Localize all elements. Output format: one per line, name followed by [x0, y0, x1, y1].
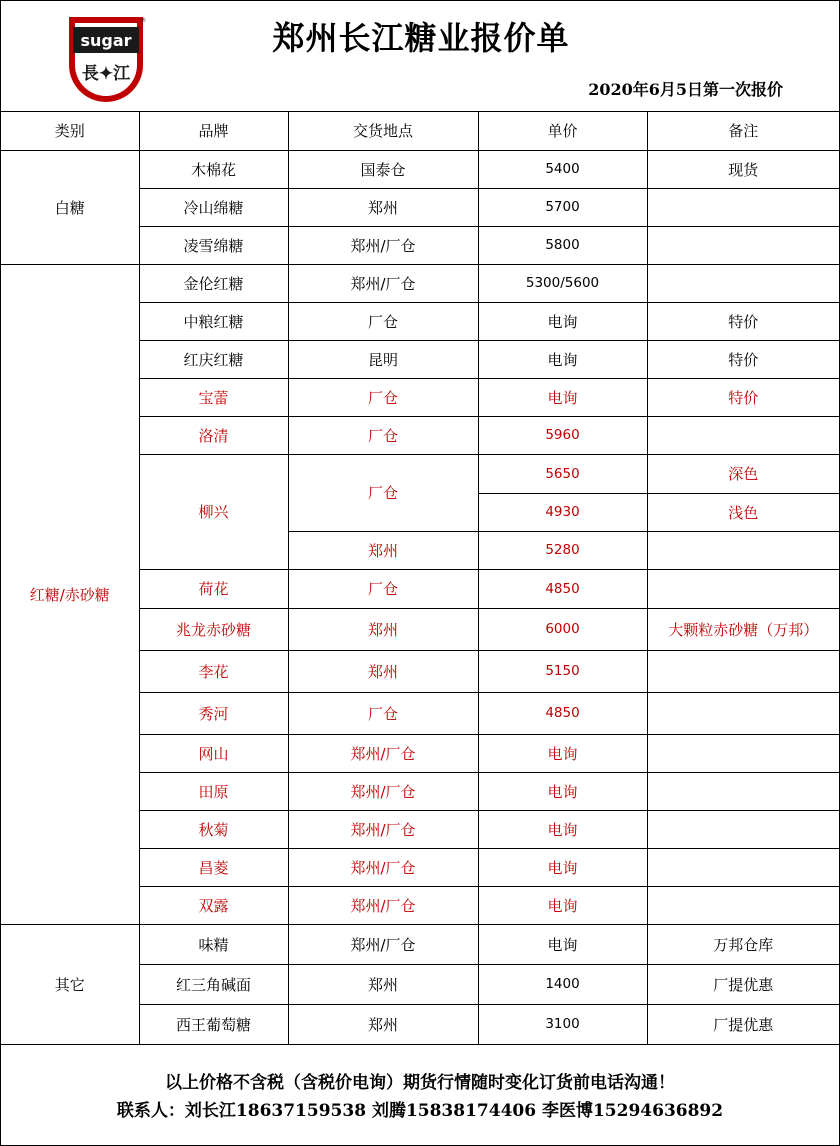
page-title: 郑州长江糖业报价单 — [272, 19, 570, 57]
place-cell: 厂仓 — [288, 454, 478, 531]
place-cell: 郑州 — [288, 531, 478, 569]
note-cell — [647, 226, 839, 264]
brand-cell: 柳兴 — [139, 454, 288, 569]
place-cell: 郑州/厂仓 — [288, 810, 478, 848]
brand-cell: 木棉花 — [139, 150, 288, 188]
price-cell: 电询 — [478, 848, 647, 886]
note-cell: 大颗粒赤砂糖（万邦） — [647, 608, 839, 650]
price-cell: 电询 — [478, 886, 647, 924]
note-cell: 深色 — [647, 454, 839, 493]
note-cell — [647, 886, 839, 924]
note-cell: 特价 — [647, 378, 839, 416]
price-cell: 电询 — [478, 772, 647, 810]
brand-cell: 昌菱 — [139, 848, 288, 886]
price-cell: 5960 — [478, 416, 647, 454]
brand-cell: 网山 — [139, 734, 288, 772]
price-cell: 电询 — [478, 302, 647, 340]
category-cell-white: 白糖 — [1, 150, 139, 264]
quote-date: 2020年6月5日第一次报价 — [588, 80, 783, 99]
place-cell: 厂仓 — [288, 692, 478, 734]
brand-cell: 红庆红糖 — [139, 340, 288, 378]
brand-cell: 红三角碱面 — [139, 964, 288, 1004]
sheet-header — [1, 1, 839, 112]
table-row — [1, 150, 839, 188]
note-cell: 厂提优惠 — [647, 964, 839, 1004]
brand-cell: 中粮红糖 — [139, 302, 288, 340]
brand-cell: 秋菊 — [139, 810, 288, 848]
price-cell: 4850 — [478, 692, 647, 734]
place-cell: 郑州/厂仓 — [288, 924, 478, 964]
note-cell — [647, 188, 839, 226]
brand-cell: 西王葡萄糖 — [139, 1004, 288, 1044]
place-cell: 郑州/厂仓 — [288, 226, 478, 264]
svg-text:®: ® — [141, 18, 146, 24]
price-cell: 5700 — [478, 188, 647, 226]
brand-cell: 兆龙赤砂糖 — [139, 608, 288, 650]
brand-cell: 味精 — [139, 924, 288, 964]
place-cell: 郑州/厂仓 — [288, 848, 478, 886]
price-cell: 电询 — [478, 340, 647, 378]
place-cell: 郑州/厂仓 — [288, 886, 478, 924]
note-cell — [647, 734, 839, 772]
note-cell — [647, 264, 839, 302]
footer-contacts: 联系人：刘长江18637159538 刘腾15838174406 李医博15294636892 — [116, 1101, 724, 1121]
column-header-note: 备注 — [647, 111, 839, 150]
note-cell — [647, 569, 839, 608]
brand-cell: 凌雪绵糖 — [139, 226, 288, 264]
brand-cell: 金伦红糖 — [139, 264, 288, 302]
column-header-price: 单价 — [478, 111, 647, 150]
sheet-footer — [1, 1045, 839, 1125]
note-cell: 特价 — [647, 302, 839, 340]
column-header-place: 交货地点 — [288, 111, 478, 150]
place-cell: 昆明 — [288, 340, 478, 378]
price-cell: 5650 — [478, 454, 647, 493]
logo-top-text: sugar — [80, 31, 132, 50]
brand-cell: 双露 — [139, 886, 288, 924]
logo-bottom-text: 長✦江 — [81, 64, 131, 84]
place-cell: 国泰仓 — [288, 150, 478, 188]
place-cell: 郑州/厂仓 — [288, 734, 478, 772]
place-cell: 郑州 — [288, 608, 478, 650]
price-cell: 5400 — [478, 150, 647, 188]
place-cell: 郑州/厂仓 — [288, 772, 478, 810]
note-cell: 现货 — [647, 150, 839, 188]
category-cell-other: 其它 — [1, 924, 139, 1044]
note-cell: 厂提优惠 — [647, 1004, 839, 1044]
place-cell: 厂仓 — [288, 302, 478, 340]
price-cell: 4850 — [478, 569, 647, 608]
brand-cell: 洛清 — [139, 416, 288, 454]
price-cell: 5280 — [478, 531, 647, 569]
price-cell: 5800 — [478, 226, 647, 264]
place-cell: 厂仓 — [288, 416, 478, 454]
brand-cell: 李花 — [139, 650, 288, 692]
note-cell — [647, 772, 839, 810]
place-cell: 郑州 — [288, 964, 478, 1004]
place-cell: 郑州 — [288, 650, 478, 692]
brand-cell: 秀河 — [139, 692, 288, 734]
table-row — [1, 924, 839, 964]
brand-cell: 田原 — [139, 772, 288, 810]
sugar-logo — [67, 15, 145, 103]
brand-cell: 荷花 — [139, 569, 288, 608]
price-cell: 电询 — [478, 924, 647, 964]
brand-cell: 宝蕾 — [139, 378, 288, 416]
price-table — [1, 111, 839, 1045]
place-cell: 郑州 — [288, 188, 478, 226]
note-cell: 特价 — [647, 340, 839, 378]
place-cell: 厂仓 — [288, 378, 478, 416]
note-cell — [647, 650, 839, 692]
price-cell: 电询 — [478, 810, 647, 848]
note-cell — [647, 810, 839, 848]
column-header-category: 类别 — [1, 111, 139, 150]
note-cell — [647, 692, 839, 734]
price-cell: 3100 — [478, 1004, 647, 1044]
category-cell-brown: 红糖/赤砂糖 — [1, 264, 139, 924]
place-cell: 郑州 — [288, 1004, 478, 1044]
note-cell — [647, 848, 839, 886]
note-cell — [647, 531, 839, 569]
price-cell: 5150 — [478, 650, 647, 692]
price-cell: 电询 — [478, 378, 647, 416]
table-row — [1, 264, 839, 302]
price-cell: 6000 — [478, 608, 647, 650]
footer-notice: 以上价格不含税（含税价电询）期货行情随时变化订货前电话沟通！ — [165, 1073, 675, 1093]
brand-cell: 冷山绵糖 — [139, 188, 288, 226]
note-cell: 浅色 — [647, 493, 839, 531]
price-cell: 1400 — [478, 964, 647, 1004]
note-cell: 万邦仓库 — [647, 924, 839, 964]
column-header-brand: 品牌 — [139, 111, 288, 150]
price-cell: 5300/5600 — [478, 264, 647, 302]
table-header-row — [1, 111, 839, 150]
place-cell: 郑州/厂仓 — [288, 264, 478, 302]
note-cell — [647, 416, 839, 454]
price-cell: 4930 — [478, 493, 647, 531]
place-cell: 厂仓 — [288, 569, 478, 608]
price-cell: 电询 — [478, 734, 647, 772]
